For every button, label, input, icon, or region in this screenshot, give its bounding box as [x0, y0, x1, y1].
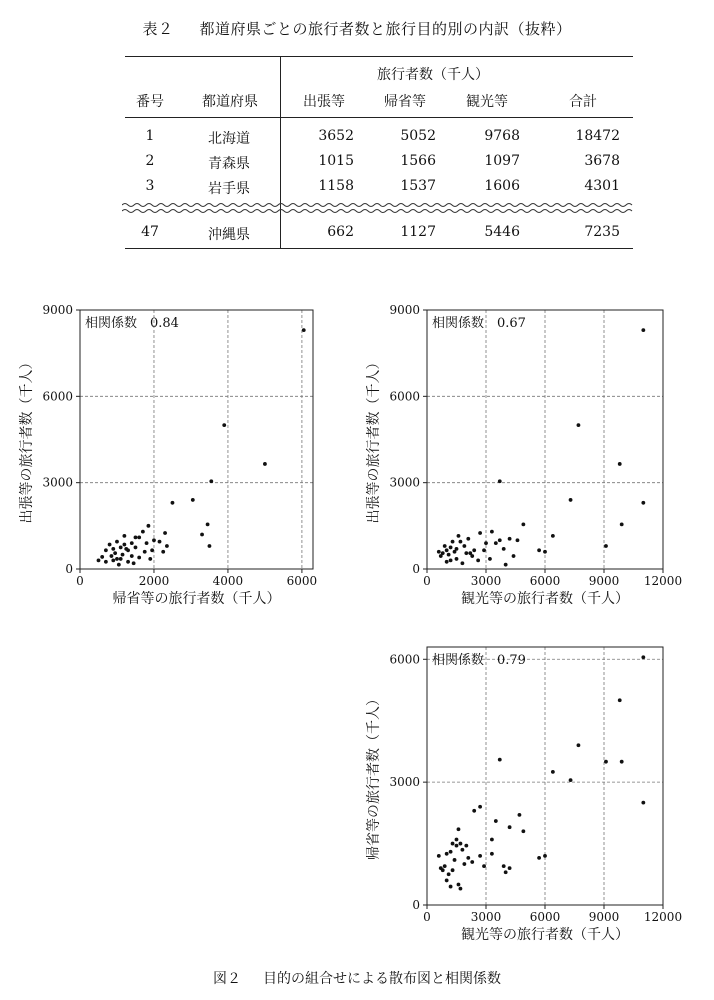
data-point — [110, 554, 114, 558]
y-tick-label: 0 — [412, 898, 420, 912]
data-point — [147, 524, 151, 528]
data-point — [132, 561, 136, 565]
data-point — [641, 501, 645, 505]
data-point — [494, 819, 498, 823]
data-point — [209, 479, 213, 483]
data-point — [641, 801, 645, 805]
x-tick-label: 12000 — [643, 574, 683, 588]
data-point — [472, 809, 476, 813]
data-point — [620, 760, 624, 764]
data-point — [490, 838, 494, 842]
table-bottom-rule — [125, 248, 633, 249]
data-point — [263, 462, 267, 466]
x-axis-label: 観光等の旅行者数（千人） — [461, 927, 629, 943]
header-number: 番号 — [136, 94, 164, 110]
data-point — [508, 825, 512, 829]
header-homecoming: 帰省等 — [384, 94, 426, 110]
data-point — [111, 558, 115, 562]
data-point — [459, 887, 463, 891]
row-total: 3678 — [584, 153, 620, 169]
data-point — [130, 554, 134, 558]
plot-frame — [427, 647, 663, 905]
row-number: 47 — [141, 224, 159, 240]
data-point — [466, 856, 470, 860]
row-total: 7235 — [584, 224, 620, 240]
data-point — [462, 862, 466, 866]
data-point — [459, 540, 463, 544]
scatter-figure — [0, 280, 714, 960]
data-point — [451, 842, 455, 846]
data-point — [451, 868, 455, 872]
data-point — [478, 805, 482, 809]
row-homecoming: 1566 — [400, 153, 436, 169]
data-point — [134, 546, 138, 550]
data-point — [537, 856, 541, 860]
data-point — [641, 328, 645, 332]
data-point — [145, 541, 149, 545]
row-prefecture: 岩手県 — [208, 181, 250, 197]
table-caption: 都道府県ごとの旅行者数と旅行目的別の内訳（抜粋） — [199, 20, 572, 38]
data-point — [113, 551, 117, 555]
data-point — [490, 530, 494, 534]
header-total: 合計 — [569, 94, 597, 110]
x-axis-label: 観光等の旅行者数（千人） — [461, 591, 629, 607]
data-point — [206, 522, 210, 526]
row-prefecture: 沖縄県 — [208, 227, 250, 243]
data-point — [641, 655, 645, 659]
data-point — [122, 534, 126, 538]
data-point — [191, 498, 195, 502]
data-point — [455, 838, 459, 842]
data-point — [437, 550, 441, 554]
row-business: 662 — [327, 224, 354, 240]
x-tick-label: 0 — [76, 574, 84, 588]
x-tick-label: 0 — [423, 574, 431, 588]
data-point — [464, 844, 468, 848]
data-point — [445, 560, 449, 564]
data-point — [461, 561, 465, 565]
data-point — [137, 535, 141, 539]
row-homecoming: 1127 — [400, 224, 436, 240]
data-point — [504, 563, 508, 567]
data-point — [439, 866, 443, 870]
data-point — [122, 543, 126, 547]
data-point — [482, 548, 486, 552]
y-tick-label: 3000 — [42, 475, 73, 490]
data-point — [466, 537, 470, 541]
plot-frame — [80, 310, 313, 569]
y-tick-label: 9000 — [389, 303, 420, 317]
x-tick-label: 9000 — [588, 574, 620, 588]
table-number: 表２ — [142, 20, 174, 38]
data-point — [518, 813, 522, 817]
data-point — [484, 541, 488, 545]
data-point — [163, 531, 167, 535]
row-business: 1015 — [318, 153, 354, 169]
data-point — [208, 544, 212, 548]
data-point — [604, 544, 608, 548]
x-tick-label: 6000 — [529, 574, 561, 588]
data-point — [455, 844, 459, 848]
y-axis-label: 出張等の旅行者数（千人） — [19, 355, 35, 524]
y-tick-label: 9000 — [42, 303, 73, 317]
data-point — [457, 883, 461, 887]
scatter-plot — [365, 303, 682, 607]
y-tick-label: 3000 — [389, 775, 420, 790]
data-point — [302, 328, 306, 332]
data-point — [604, 760, 608, 764]
data-point — [494, 541, 498, 545]
header-prefecture: 都道府県 — [202, 94, 258, 110]
data-point — [618, 698, 622, 702]
data-point — [447, 872, 451, 876]
x-tick-label: 6000 — [286, 574, 318, 588]
data-point — [488, 557, 492, 561]
correlation-label: 相関係数 0.67 — [432, 316, 526, 331]
data-point — [490, 852, 494, 856]
x-tick-label: 6000 — [529, 910, 561, 924]
data-point — [472, 548, 476, 552]
data-point — [158, 540, 162, 544]
data-point — [498, 758, 502, 762]
data-point — [449, 546, 453, 550]
row-homecoming: 5052 — [400, 128, 436, 144]
y-tick-label: 0 — [412, 562, 420, 576]
data-point — [462, 544, 466, 548]
y-tick-label: 6000 — [389, 652, 420, 667]
data-point — [521, 829, 525, 833]
data-point — [111, 547, 115, 551]
data-point — [551, 534, 555, 538]
data-point — [577, 743, 581, 747]
data-point — [551, 770, 555, 774]
row-homecoming: 1537 — [400, 178, 436, 194]
row-prefecture: 北海道 — [208, 131, 250, 147]
data-point — [148, 557, 152, 561]
data-point — [569, 778, 573, 782]
data-point — [504, 870, 508, 874]
row-sightseeing: 1097 — [484, 153, 520, 169]
data-point — [569, 498, 573, 502]
row-number: 1 — [145, 128, 155, 144]
data-point — [161, 550, 165, 554]
data-point — [459, 842, 463, 846]
x-tick-label: 4000 — [212, 574, 244, 588]
y-tick-label: 0 — [65, 562, 73, 576]
data-point — [104, 548, 108, 552]
data-point — [152, 538, 156, 542]
correlation-label: 相関係数 0.79 — [432, 653, 526, 668]
data-point — [447, 553, 451, 557]
data-point — [143, 550, 147, 554]
data-point — [453, 550, 457, 554]
x-tick-label: 2000 — [138, 574, 170, 588]
figure-number: 図２ — [213, 971, 241, 987]
y-tick-label: 6000 — [389, 389, 420, 404]
table-top-rule — [125, 56, 633, 57]
data-point — [537, 548, 541, 552]
y-axis-label: 帰省等の旅行者数（千人） — [366, 692, 382, 860]
data-point — [508, 537, 512, 541]
data-point — [455, 557, 459, 561]
data-point — [508, 866, 512, 870]
data-point — [443, 544, 447, 548]
data-point — [443, 864, 447, 868]
data-point — [461, 848, 465, 852]
data-point — [141, 530, 145, 534]
y-tick-label: 6000 — [42, 389, 73, 404]
table-column-divider — [280, 56, 281, 248]
data-point — [115, 540, 119, 544]
data-point — [618, 462, 622, 466]
data-point — [620, 522, 624, 526]
y-axis-label: 出張等の旅行者数（千人） — [366, 355, 382, 524]
data-point — [117, 563, 121, 567]
x-tick-label: 12000 — [643, 910, 683, 924]
data-point — [200, 533, 204, 537]
data-point — [137, 556, 141, 560]
data-point — [445, 548, 449, 552]
data-point — [97, 558, 101, 562]
data-point — [119, 557, 123, 561]
data-point — [521, 522, 525, 526]
x-tick-label: 0 — [423, 910, 431, 924]
data-point — [130, 541, 134, 545]
scatter-plot — [365, 647, 682, 943]
row-number: 2 — [145, 153, 155, 169]
data-point — [453, 858, 457, 862]
data-point — [165, 544, 169, 548]
row-sightseeing: 1606 — [484, 178, 520, 194]
row-sightseeing: 5446 — [484, 224, 520, 240]
data-point — [108, 543, 112, 547]
y-tick-label: 3000 — [389, 475, 420, 490]
data-point — [119, 546, 123, 550]
data-point — [445, 852, 449, 856]
data-point — [222, 423, 226, 427]
data-point — [476, 558, 480, 562]
data-point — [470, 860, 474, 864]
data-point — [478, 854, 482, 858]
table-omission-wave — [122, 201, 636, 215]
data-point — [470, 554, 474, 558]
data-point — [449, 558, 453, 562]
header-business: 出張等 — [303, 94, 345, 110]
data-point — [439, 554, 443, 558]
table-header-rule — [125, 117, 633, 118]
data-point — [543, 550, 547, 554]
data-point — [482, 864, 486, 868]
correlation-label: 相関係数 0.84 — [85, 316, 179, 331]
row-total: 4301 — [584, 178, 620, 194]
data-point — [478, 531, 482, 535]
data-point — [457, 534, 461, 538]
data-point — [171, 501, 175, 505]
data-point — [516, 538, 520, 542]
row-sightseeing: 9768 — [484, 128, 520, 144]
x-tick-label: 3000 — [470, 574, 502, 588]
data-point — [134, 535, 138, 539]
x-axis-label: 帰省等の旅行者数（千人） — [112, 591, 281, 607]
data-point — [150, 548, 154, 552]
data-point — [498, 479, 502, 483]
data-point — [445, 879, 449, 883]
x-tick-label: 3000 — [470, 910, 502, 924]
group-header: 旅行者数（千人） — [377, 67, 489, 83]
data-point — [464, 551, 468, 555]
data-point — [437, 854, 441, 858]
data-point — [449, 885, 453, 889]
data-point — [543, 854, 547, 858]
scatter-plot — [18, 303, 317, 607]
data-point — [457, 827, 461, 831]
row-prefecture: 青森県 — [208, 156, 250, 172]
row-business: 1158 — [318, 178, 354, 194]
data-point — [512, 554, 516, 558]
data-point — [502, 864, 506, 868]
data-point — [121, 553, 125, 557]
header-sightseeing: 観光等 — [466, 94, 508, 110]
data-point — [451, 540, 455, 544]
row-business: 3652 — [318, 128, 354, 144]
data-point — [126, 560, 130, 564]
data-point — [502, 547, 506, 551]
data-point — [100, 555, 104, 559]
table-title — [0, 18, 714, 39]
row-number: 3 — [145, 178, 155, 194]
data-point — [124, 547, 128, 551]
data-point — [115, 557, 119, 561]
data-point — [449, 850, 453, 854]
data-point — [104, 560, 108, 564]
figure-caption-text: 目的の組合せによる散布図と相関係数 — [263, 971, 501, 987]
data-point — [498, 538, 502, 542]
x-tick-label: 9000 — [588, 910, 620, 924]
row-total: 18472 — [575, 128, 620, 144]
figure-caption — [0, 968, 714, 988]
data-point — [577, 423, 581, 427]
